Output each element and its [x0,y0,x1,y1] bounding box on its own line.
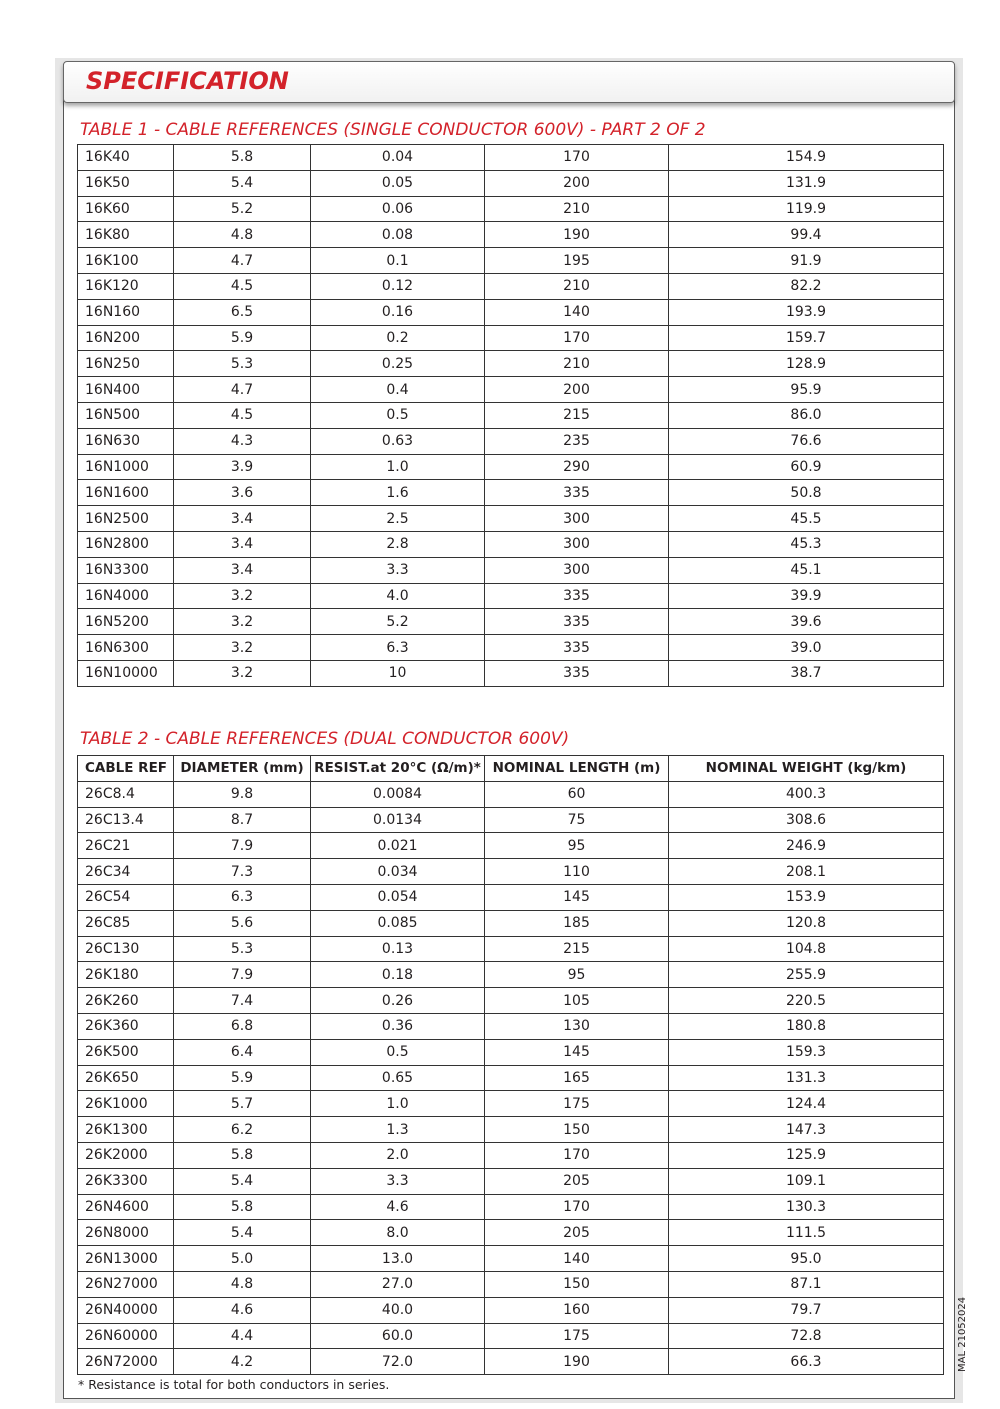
cable-ref-cell: 16K80 [78,222,174,248]
table-row [78,1065,944,1091]
weight-cell: 147.3 [669,1117,944,1143]
table-row [78,1168,944,1194]
weight-cell: 38.7 [669,660,944,686]
cable-ref-cell: 26C13.4 [78,807,174,833]
resistance-cell: 0.26 [311,988,485,1014]
diameter-cell: 4.3 [174,428,311,454]
diameter-cell: 5.6 [174,910,311,936]
diameter-cell: 5.8 [174,145,311,171]
table-row [78,454,944,480]
resistance-cell: 40.0 [311,1297,485,1323]
diameter-cell: 4.7 [174,377,311,403]
cable-ref-cell: 26N60000 [78,1323,174,1349]
table-row [78,377,944,403]
table-row [78,299,944,325]
length-cell: 160 [485,1297,669,1323]
table-row [78,145,944,171]
length-cell: 130 [485,1013,669,1039]
resistance-cell: 0.36 [311,1013,485,1039]
weight-cell: 66.3 [669,1349,944,1375]
cable-ref-cell: 26C34 [78,859,174,885]
weight-cell: 220.5 [669,988,944,1014]
resistance-cell: 6.3 [311,635,485,661]
weight-cell: 60.9 [669,454,944,480]
diameter-cell: 4.8 [174,1271,311,1297]
resistance-cell: 3.3 [311,1168,485,1194]
table-row [78,833,944,859]
length-cell: 145 [485,884,669,910]
table-row [78,1039,944,1065]
length-cell: 170 [485,145,669,171]
resistance-cell: 0.0084 [311,781,485,807]
weight-cell: 99.4 [669,222,944,248]
table-row [78,583,944,609]
weight-cell: 76.6 [669,428,944,454]
table-row [78,428,944,454]
weight-cell: 95.0 [669,1246,944,1272]
table-row [78,402,944,428]
cable-ref-cell: 26K1000 [78,1091,174,1117]
cable-ref-cell: 16N10000 [78,660,174,686]
length-cell: 95 [485,833,669,859]
table2-title: TABLE 2 - CABLE REFERENCES (DUAL CONDUCTOR 600V) [80,729,570,749]
weight-cell: 131.3 [669,1065,944,1091]
diameter-cell: 5.4 [174,170,311,196]
cable-ref-cell: 16K100 [78,248,174,274]
table-row [78,480,944,506]
diameter-cell: 7.9 [174,833,311,859]
cable-ref-cell: 16K60 [78,196,174,222]
resistance-cell: 10 [311,660,485,686]
weight-cell: 50.8 [669,480,944,506]
cable-ref-cell: 26N40000 [78,1297,174,1323]
diameter-cell: 6.8 [174,1013,311,1039]
weight-cell: 72.8 [669,1323,944,1349]
cable-ref-cell: 16N630 [78,428,174,454]
table-row [78,609,944,635]
diameter-cell: 6.3 [174,884,311,910]
length-cell: 175 [485,1091,669,1117]
table-row [78,248,944,274]
length-cell: 215 [485,402,669,428]
length-cell: 200 [485,377,669,403]
resistance-cell: 0.05 [311,170,485,196]
diameter-cell: 7.9 [174,962,311,988]
table-row [78,1194,944,1220]
length-cell: 205 [485,1220,669,1246]
resistance-cell: 0.63 [311,428,485,454]
table-row [78,222,944,248]
diameter-cell: 3.4 [174,557,311,583]
length-cell: 335 [485,583,669,609]
diameter-cell: 4.8 [174,222,311,248]
weight-cell: 153.9 [669,884,944,910]
length-cell: 300 [485,531,669,557]
length-cell: 75 [485,807,669,833]
weight-cell: 119.9 [669,196,944,222]
weight-cell: 308.6 [669,807,944,833]
column-header-resistance: RESIST.at 20°C (Ω/m)* [311,756,485,782]
resistance-cell: 0.12 [311,273,485,299]
table1 [77,144,944,687]
weight-cell: 111.5 [669,1220,944,1246]
cable-ref-cell: 26K1300 [78,1117,174,1143]
length-cell: 175 [485,1323,669,1349]
weight-cell: 154.9 [669,145,944,171]
cable-ref-cell: 26N13000 [78,1246,174,1272]
cable-ref-cell: 16N400 [78,377,174,403]
cable-ref-cell: 16N200 [78,325,174,351]
cable-ref-cell: 26K360 [78,1013,174,1039]
weight-cell: 95.9 [669,377,944,403]
weight-cell: 159.7 [669,325,944,351]
diameter-cell: 7.3 [174,859,311,885]
cable-ref-cell: 26N27000 [78,1271,174,1297]
length-cell: 215 [485,936,669,962]
cable-ref-cell: 16N6300 [78,635,174,661]
weight-cell: 180.8 [669,1013,944,1039]
footnote: * Resistance is total for both conductors in series. [78,1377,390,1392]
resistance-cell: 0.054 [311,884,485,910]
weight-cell: 131.9 [669,170,944,196]
diameter-cell: 5.3 [174,351,311,377]
diameter-cell: 3.2 [174,660,311,686]
cable-ref-cell: 26K2000 [78,1142,174,1168]
diameter-cell: 5.7 [174,1091,311,1117]
table-row [78,1013,944,1039]
weight-cell: 246.9 [669,833,944,859]
cable-ref-cell: 16N2500 [78,506,174,532]
weight-cell: 104.8 [669,936,944,962]
diameter-cell: 5.8 [174,1142,311,1168]
weight-cell: 109.1 [669,1168,944,1194]
table-row [78,1323,944,1349]
table2 [77,755,944,1375]
resistance-cell: 0.13 [311,936,485,962]
weight-cell: 39.0 [669,635,944,661]
length-cell: 140 [485,299,669,325]
diameter-cell: 5.2 [174,196,311,222]
diameter-cell: 6.4 [174,1039,311,1065]
cable-ref-cell: 16N160 [78,299,174,325]
cable-ref-cell: 16N5200 [78,609,174,635]
resistance-cell: 1.3 [311,1117,485,1143]
length-cell: 170 [485,325,669,351]
cable-ref-cell: 26K260 [78,988,174,1014]
diameter-cell: 5.4 [174,1168,311,1194]
length-cell: 190 [485,1349,669,1375]
table-row [78,988,944,1014]
diameter-cell: 5.8 [174,1194,311,1220]
resistance-cell: 0.65 [311,1065,485,1091]
cable-ref-cell: 16N3300 [78,557,174,583]
weight-cell: 128.9 [669,351,944,377]
table-row [78,660,944,686]
weight-cell: 120.8 [669,910,944,936]
length-cell: 210 [485,273,669,299]
weight-cell: 45.3 [669,531,944,557]
resistance-cell: 1.0 [311,1091,485,1117]
resistance-cell: 0.06 [311,196,485,222]
table1-title: TABLE 1 - CABLE REFERENCES (SINGLE CONDUCTOR 600V) - PART 2 OF 2 [80,120,706,140]
diameter-cell: 8.7 [174,807,311,833]
diameter-cell: 5.3 [174,936,311,962]
weight-cell: 45.1 [669,557,944,583]
weight-cell: 45.5 [669,506,944,532]
weight-cell: 400.3 [669,781,944,807]
resistance-cell: 0.021 [311,833,485,859]
weight-cell: 130.3 [669,1194,944,1220]
table-row [78,1220,944,1246]
length-cell: 140 [485,1246,669,1272]
table-row [78,325,944,351]
weight-cell: 125.9 [669,1142,944,1168]
length-cell: 335 [485,660,669,686]
table-row [78,884,944,910]
diameter-cell: 4.4 [174,1323,311,1349]
weight-cell: 91.9 [669,248,944,274]
length-cell: 335 [485,480,669,506]
weight-cell: 39.9 [669,583,944,609]
length-cell: 200 [485,170,669,196]
table-row [78,910,944,936]
column-header-diameter: DIAMETER (mm) [174,756,311,782]
resistance-cell: 0.034 [311,859,485,885]
table-row [78,1297,944,1323]
resistance-cell: 2.0 [311,1142,485,1168]
length-cell: 210 [485,351,669,377]
cable-ref-cell: 26K500 [78,1039,174,1065]
table-row [78,557,944,583]
weight-cell: 124.4 [669,1091,944,1117]
resistance-cell: 0.4 [311,377,485,403]
resistance-cell: 2.5 [311,506,485,532]
resistance-cell: 2.8 [311,531,485,557]
weight-cell: 86.0 [669,402,944,428]
diameter-cell: 4.6 [174,1297,311,1323]
weight-cell: 79.7 [669,1297,944,1323]
diameter-cell: 3.2 [174,609,311,635]
diameter-cell: 3.2 [174,583,311,609]
length-cell: 195 [485,248,669,274]
weight-cell: 255.9 [669,962,944,988]
table-row [78,196,944,222]
length-cell: 170 [485,1194,669,1220]
column-header-cable-ref: CABLE REF [78,756,174,782]
resistance-cell: 0.1 [311,248,485,274]
table-row [78,1142,944,1168]
resistance-cell: 4.6 [311,1194,485,1220]
diameter-cell: 7.4 [174,988,311,1014]
cable-ref-cell: 16N1600 [78,480,174,506]
table-row [78,1271,944,1297]
diameter-cell: 5.4 [174,1220,311,1246]
diameter-cell: 3.4 [174,506,311,532]
length-cell: 165 [485,1065,669,1091]
length-cell: 235 [485,428,669,454]
length-cell: 205 [485,1168,669,1194]
resistance-cell: 0.08 [311,222,485,248]
weight-cell: 82.2 [669,273,944,299]
cable-ref-cell: 16N2800 [78,531,174,557]
resistance-cell: 8.0 [311,1220,485,1246]
diameter-cell: 9.8 [174,781,311,807]
section-title: SPECIFICATION [86,67,289,95]
diameter-cell: 4.5 [174,273,311,299]
cable-ref-cell: 16N1000 [78,454,174,480]
document-code: MAL 21052024 [957,1296,968,1372]
diameter-cell: 4.2 [174,1349,311,1375]
cable-ref-cell: 16N250 [78,351,174,377]
cable-ref-cell: 26C130 [78,936,174,962]
length-cell: 95 [485,962,669,988]
length-cell: 145 [485,1039,669,1065]
table-row [78,273,944,299]
diameter-cell: 4.5 [174,402,311,428]
table-row [78,170,944,196]
cable-ref-cell: 26C8.4 [78,781,174,807]
resistance-cell: 0.25 [311,351,485,377]
cable-ref-cell: 26C54 [78,884,174,910]
table-row [78,506,944,532]
diameter-cell: 3.6 [174,480,311,506]
cable-ref-cell: 16K40 [78,145,174,171]
cable-ref-cell: 16K120 [78,273,174,299]
table-row [78,1091,944,1117]
weight-cell: 39.6 [669,609,944,635]
length-cell: 105 [485,988,669,1014]
cable-ref-cell: 26N4600 [78,1194,174,1220]
weight-cell: 87.1 [669,1271,944,1297]
table-row [78,807,944,833]
length-cell: 110 [485,859,669,885]
length-cell: 300 [485,506,669,532]
resistance-cell: 0.0134 [311,807,485,833]
column-header-nominal-weight: NOMINAL WEIGHT (kg/km) [669,756,944,782]
table-row [78,1246,944,1272]
cable-ref-cell: 16N500 [78,402,174,428]
resistance-cell: 5.2 [311,609,485,635]
resistance-cell: 72.0 [311,1349,485,1375]
table-row [78,781,944,807]
weight-cell: 159.3 [669,1039,944,1065]
length-cell: 185 [485,910,669,936]
cable-ref-cell: 26N72000 [78,1349,174,1375]
length-cell: 170 [485,1142,669,1168]
resistance-cell: 13.0 [311,1246,485,1272]
resistance-cell: 4.0 [311,583,485,609]
diameter-cell: 5.9 [174,1065,311,1091]
resistance-cell: 0.5 [311,1039,485,1065]
table-row [78,635,944,661]
resistance-cell: 27.0 [311,1271,485,1297]
length-cell: 150 [485,1117,669,1143]
weight-cell: 208.1 [669,859,944,885]
resistance-cell: 0.5 [311,402,485,428]
column-header-nominal-length: NOMINAL LENGTH (m) [485,756,669,782]
length-cell: 300 [485,557,669,583]
diameter-cell: 4.7 [174,248,311,274]
diameter-cell: 3.9 [174,454,311,480]
cable-ref-cell: 26K650 [78,1065,174,1091]
cable-ref-cell: 26K180 [78,962,174,988]
resistance-cell: 1.6 [311,480,485,506]
diameter-cell: 5.0 [174,1246,311,1272]
cable-ref-cell: 26N8000 [78,1220,174,1246]
cable-ref-cell: 16N4000 [78,583,174,609]
table-row [78,531,944,557]
resistance-cell: 3.3 [311,557,485,583]
table-row [78,351,944,377]
cable-ref-cell: 26C85 [78,910,174,936]
length-cell: 190 [485,222,669,248]
table-row [78,1349,944,1375]
resistance-cell: 0.085 [311,910,485,936]
resistance-cell: 1.0 [311,454,485,480]
diameter-cell: 6.2 [174,1117,311,1143]
diameter-cell: 3.4 [174,531,311,557]
length-cell: 60 [485,781,669,807]
weight-cell: 193.9 [669,299,944,325]
section-header [63,61,955,103]
resistance-cell: 60.0 [311,1323,485,1349]
diameter-cell: 3.2 [174,635,311,661]
resistance-cell: 0.16 [311,299,485,325]
length-cell: 290 [485,454,669,480]
resistance-cell: 0.18 [311,962,485,988]
diameter-cell: 6.5 [174,299,311,325]
cable-ref-cell: 16K50 [78,170,174,196]
length-cell: 335 [485,635,669,661]
table-row [78,936,944,962]
length-cell: 335 [485,609,669,635]
cable-ref-cell: 26C21 [78,833,174,859]
diameter-cell: 5.9 [174,325,311,351]
table-header-row [78,756,944,782]
resistance-cell: 0.2 [311,325,485,351]
cable-ref-cell: 26K3300 [78,1168,174,1194]
length-cell: 210 [485,196,669,222]
length-cell: 150 [485,1271,669,1297]
table-row [78,1117,944,1143]
resistance-cell: 0.04 [311,145,485,171]
table-row [78,962,944,988]
table-row [78,859,944,885]
